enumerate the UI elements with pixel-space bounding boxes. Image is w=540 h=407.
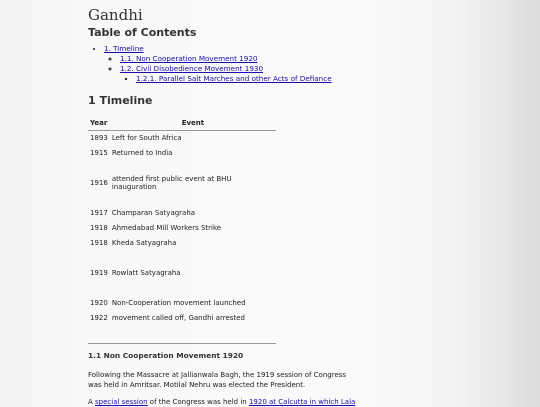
toc-link-timeline[interactable]: 1. Timeline xyxy=(104,44,144,53)
table-row xyxy=(88,251,276,296)
year-cell: 1922 xyxy=(90,314,108,322)
toc-link-civil-disobedience[interactable]: 1.2. Civil Disobedience Movement 1930 xyxy=(120,64,264,73)
year-cell: 1915 xyxy=(90,149,108,157)
table-of-contents xyxy=(88,44,332,84)
toc-item xyxy=(104,44,332,84)
timeline-table xyxy=(88,116,276,326)
year-cell: 1917 xyxy=(90,209,108,217)
toc-item xyxy=(120,54,332,64)
table-row xyxy=(88,296,276,311)
year-cell: 1916 xyxy=(90,179,108,187)
event-cell: Ahmedabad Mill Workers Strike xyxy=(111,224,222,232)
toc-link-salt-marches[interactable]: 1.2.1. Parallel Salt Marches and other Acts of Defiance xyxy=(136,74,332,83)
table-row xyxy=(88,131,276,146)
event-cell: Champaran Satyagraha xyxy=(111,209,196,217)
table-header-row xyxy=(88,116,276,131)
toc-heading: Table of Contents xyxy=(88,26,197,39)
event-cell: Rowlatt Satyagraha xyxy=(111,269,181,277)
table-row xyxy=(88,146,276,161)
column-header-year: Year xyxy=(88,116,110,131)
event-cell: movement called off, Gandhi arrested xyxy=(111,314,245,322)
section-heading: 1 Timeline xyxy=(88,94,153,107)
toc-link-non-cooperation[interactable]: 1.1. Non Cooperation Movement 1920 xyxy=(120,54,258,63)
paragraph-jallianwala: Following the Massacre at Jallianwala Bagh, the 1919 session of Congress was held in Amritsar. Motilal Nehru was elected the President. xyxy=(88,371,347,389)
table-row xyxy=(88,236,276,251)
event-cell: Returned to India xyxy=(111,149,173,157)
table-row xyxy=(88,161,276,206)
section-divider xyxy=(88,343,276,344)
event-cell: Kheda Satyagraha xyxy=(111,239,177,247)
paragraph-text: A xyxy=(88,398,96,406)
table-row xyxy=(88,311,276,326)
link-calcutta-session[interactable]: 1920 at Calcutta in which Lala xyxy=(248,398,356,406)
event-cell: Left for South Africa xyxy=(111,134,182,143)
paragraph-special-session xyxy=(88,397,360,407)
event-cell: attended first public event at BHU inauguration xyxy=(111,175,232,191)
toc-item xyxy=(136,74,332,84)
year-cell: 1920 xyxy=(90,299,108,307)
year-cell: 1918 xyxy=(90,239,108,247)
year-cell: 1893 xyxy=(90,134,108,143)
column-header-event: Event xyxy=(110,116,276,131)
link-special-session[interactable]: special session xyxy=(95,398,148,406)
document-title: Gandhi xyxy=(88,6,143,24)
table-row xyxy=(88,221,276,236)
year-cell: 1918 xyxy=(90,224,108,232)
paragraph-text: of the Congress was held in xyxy=(147,398,249,406)
subsection-heading: 1.1 Non Cooperation Movement 1920 xyxy=(88,351,244,360)
toc-item xyxy=(120,64,332,84)
event-cell: Non-Cooperation movement launched xyxy=(111,299,246,307)
table-row xyxy=(88,206,276,221)
year-cell: 1919 xyxy=(90,269,108,277)
